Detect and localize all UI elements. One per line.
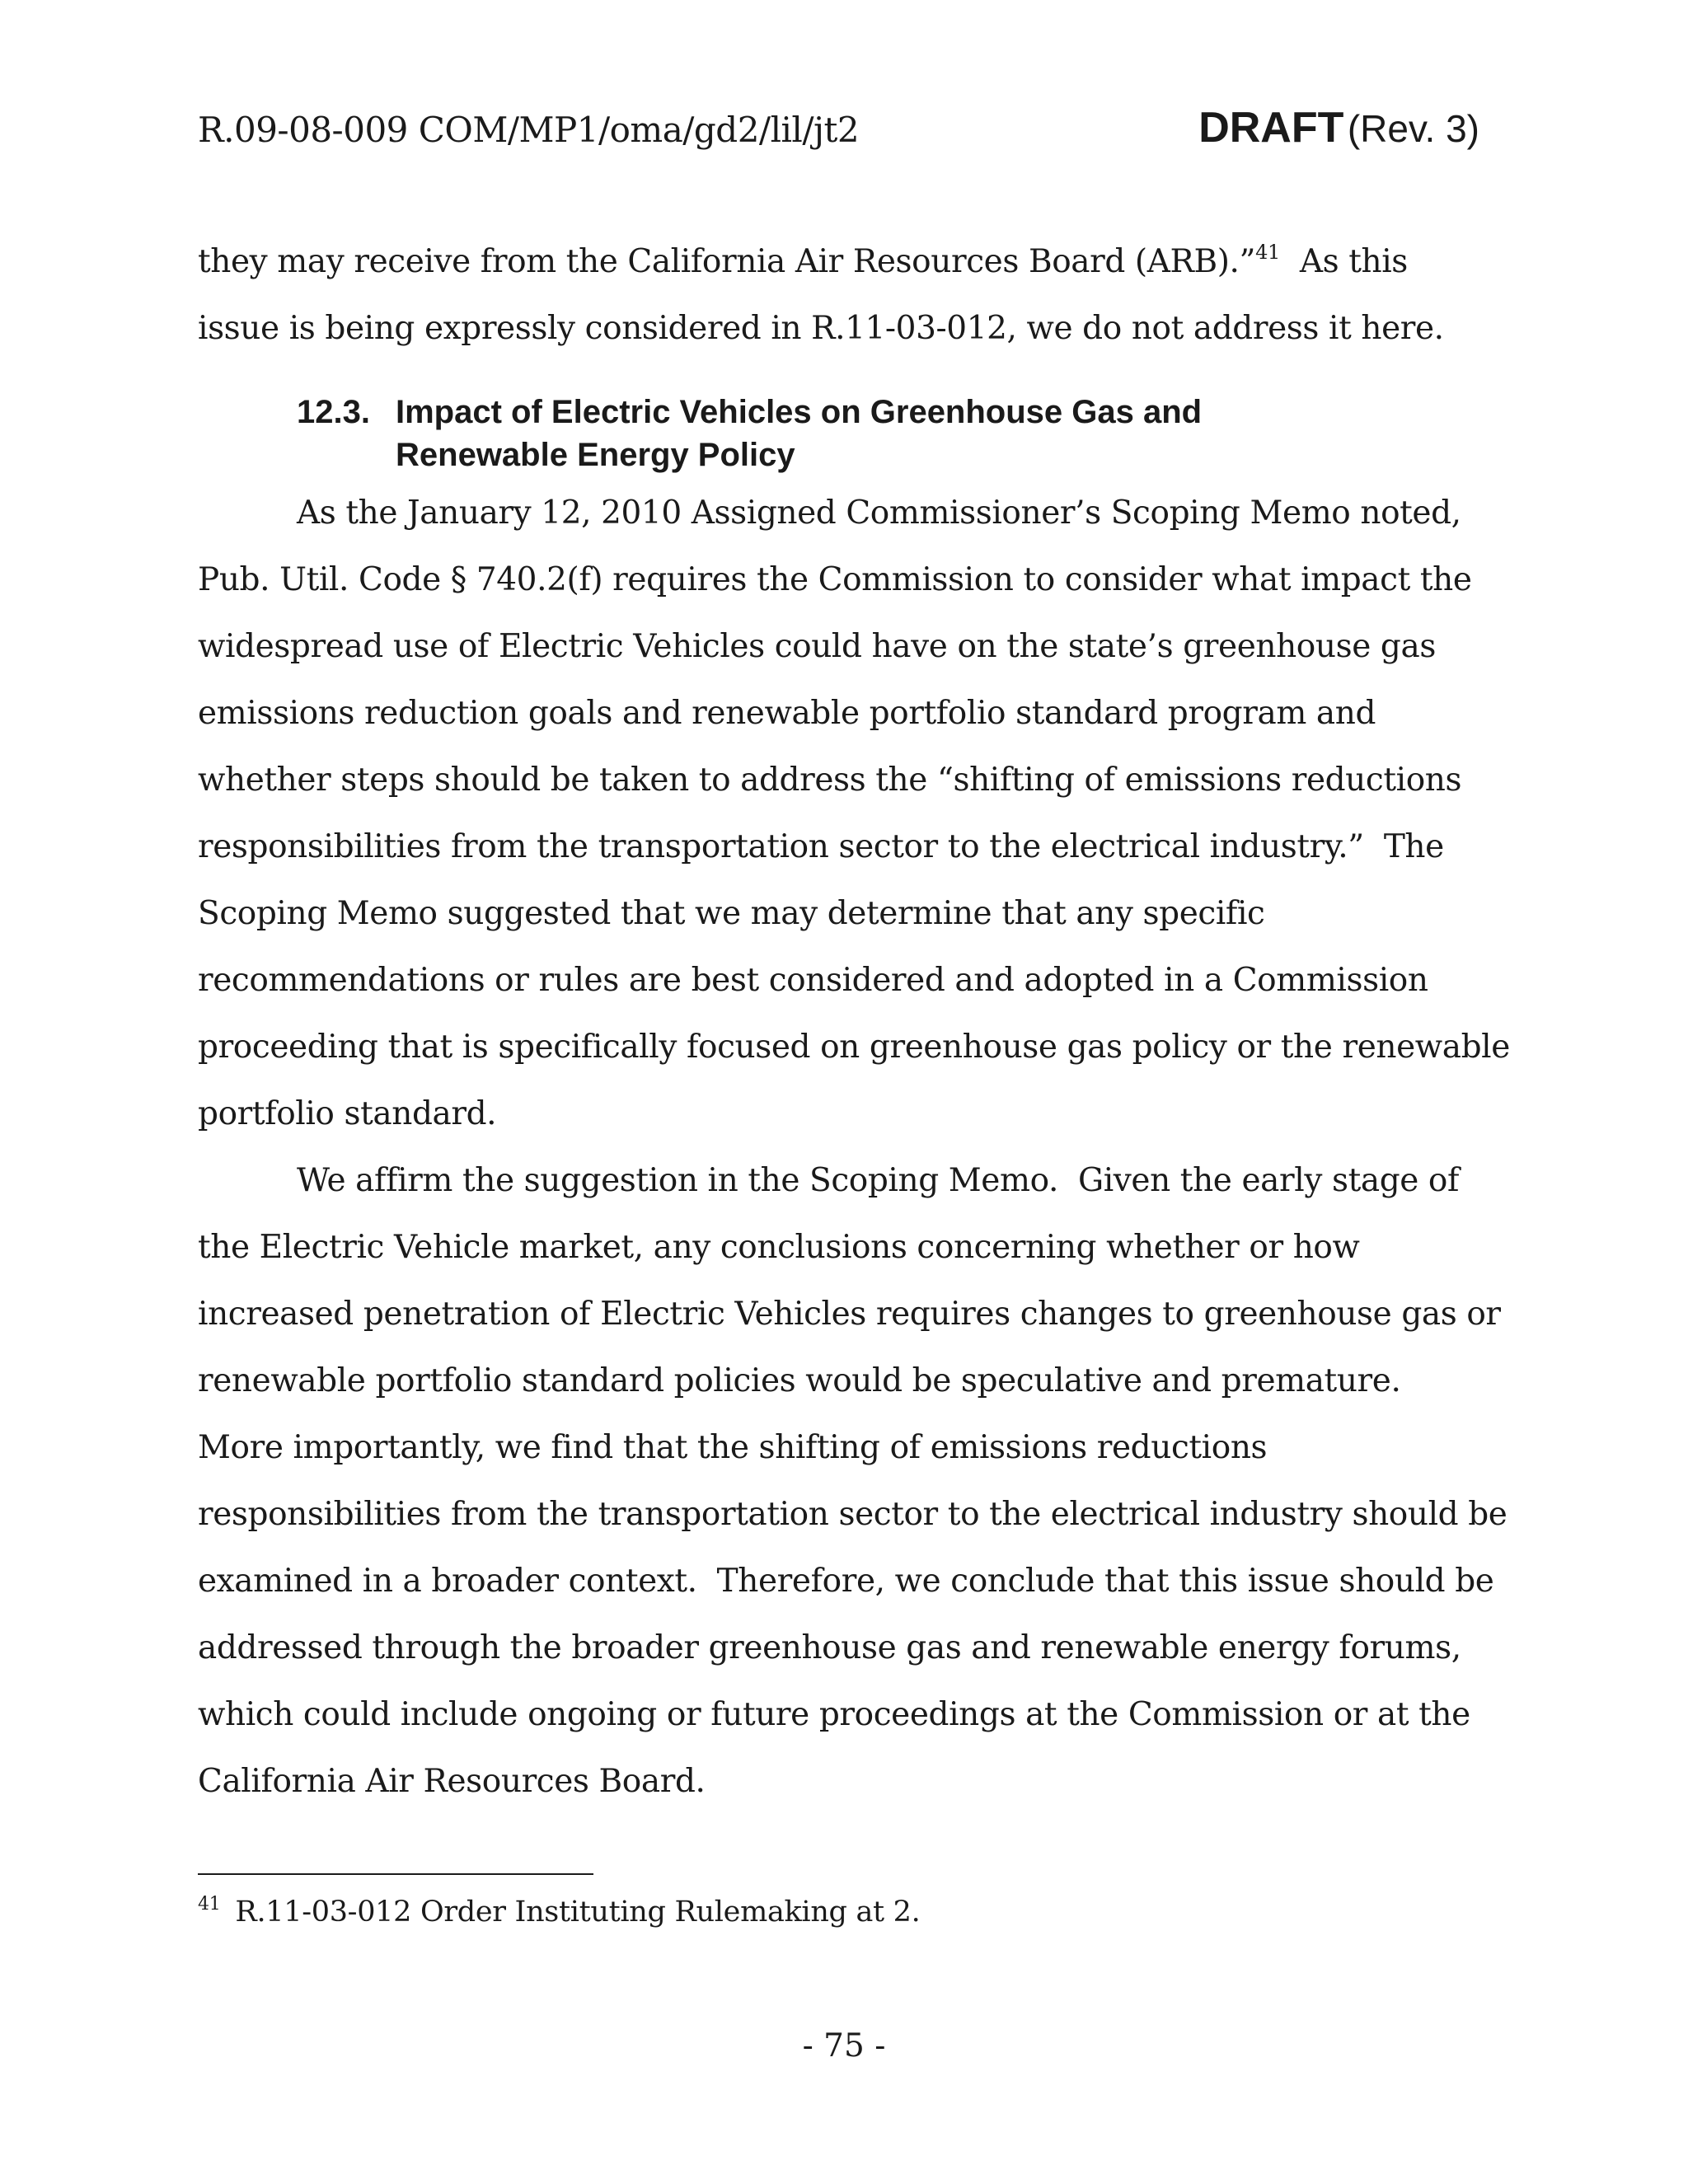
case-identifier: R.09-08-009 COM/MP1/oma/gd2/lil/jt2 [198,110,860,150]
text-line: emissions reduction goals and renewable portfolio standard program and [198,695,1376,732]
text-line: the Electric Vehicle market, any conclusions concerning whether or how [198,1229,1360,1266]
paragraph-scoping-memo [198,480,1510,1147]
text-line: whether steps should be taken to address the “shifting of emissions reductions [198,762,1462,799]
section-number: 12.3. [297,394,370,430]
footnote-number: 41 [198,1894,221,1915]
text-line: California Air Resources Board. [198,1763,706,1800]
heading-line [297,391,1202,434]
section-heading [297,391,1202,476]
text-line: As the January 12, 2010 Assigned Commissioner’s Scoping Memo noted, [297,494,1461,532]
text-line: which could include ongoing or future proceedings at the Commission or at the [198,1696,1470,1733]
text-segment: As this [1279,243,1408,280]
text-line: Scoping Memo suggested that we may determine that any specific [198,895,1265,932]
text-line [198,228,1484,295]
draft-label [1198,103,1479,152]
paragraph-conclusion [198,1147,1507,1815]
text-line: Pub. Util. Code § 740.2(f) requires the Commission to consider what impact the [198,561,1472,598]
section-title-line2: Renewable Energy Policy [396,437,795,473]
text-line: responsibilities from the transportation sector to the electrical industry.” The [198,828,1444,865]
paragraph-continuation [198,228,1484,362]
text-segment: they may receive from the California Air Resources Board (ARB).” [198,243,1256,280]
text-line: addressed through the broader greenhouse gas and renewable energy forums, [198,1629,1461,1666]
draft-word: DRAFT [1198,104,1344,152]
text-line: issue is being expressly considered in R.11-03-012, we do not address it here. [198,310,1444,347]
page-number: - 75 - [802,2027,886,2064]
footnote-text: R.11-03-012 Order Instituting Rulemaking at 2. [235,1896,921,1929]
text-line: responsibilities from the transportation sector to the electrical industry should be [198,1496,1507,1533]
text-line: renewable portfolio standard policies would be speculative and premature. [198,1362,1401,1399]
draft-revision: (Rev. 3) [1347,107,1479,150]
text-line: widespread use of Electric Vehicles could have on the state’s greenhouse gas [198,628,1436,665]
text-line: More importantly, we find that the shifting of emissions reductions [198,1429,1268,1466]
section-title-line1: Impact of Electric Vehicles on Greenhouse Gas and [396,394,1203,430]
footnote-separator [198,1873,593,1875]
text-line: increased penetration of Electric Vehicles requires changes to greenhouse gas or [198,1296,1501,1333]
footnote [198,1896,920,1929]
text-line: recommendations or rules are best considered and adopted in a Commission [198,962,1428,999]
text-line: examined in a broader context. Therefore, we conclude that this issue should be [198,1563,1494,1600]
text-line: portfolio standard. [198,1095,497,1132]
text-line: proceeding that is specifically focused on greenhouse gas policy or the renewable [198,1029,1510,1066]
text-line: We affirm the suggestion in the Scoping Memo. Given the early stage of [297,1162,1460,1199]
page-header [198,103,1479,161]
footnote-reference[interactable]: 41 [1255,241,1280,264]
